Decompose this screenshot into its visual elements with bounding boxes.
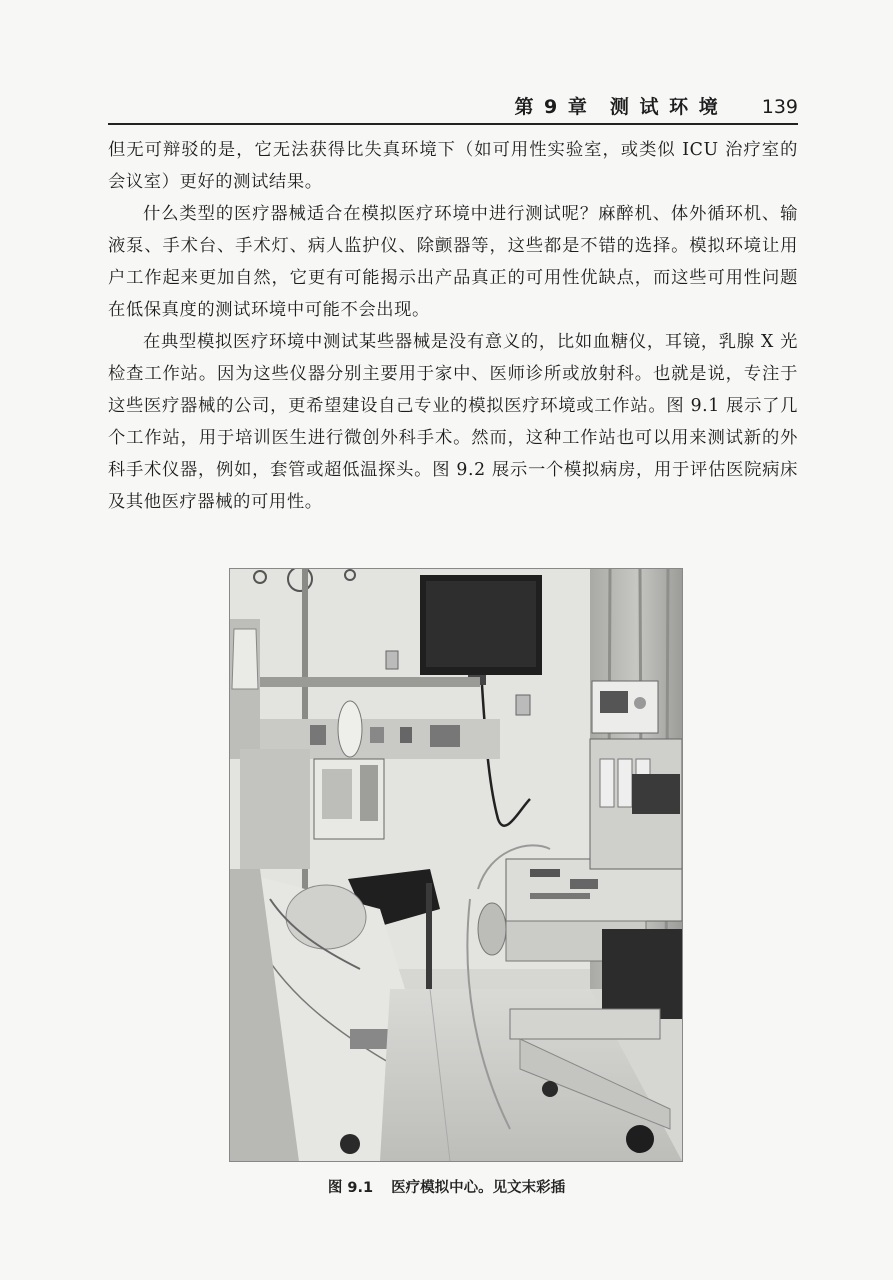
running-header	[514, 92, 798, 119]
paragraph: 但无可辩驳的是，它无法获得比失真环境下（如可用性实验室，或类似 ICU 治疗室的会议室）更好的测试结果。	[108, 140, 798, 192]
paragraph: 什么类型的医疗器械适合在模拟医疗环境中进行测试呢？麻醉机、体外循环机、输液泵、手术台、手术灯、病人监护仪、除颤器等，这些都是不错的选择。模拟环境让用户工作起来更加自然，它更有可能揭示出产品真正的可用性优缺点，而这些可用性问题在低保真度的测试环境中可能不会出现。	[108, 204, 798, 320]
figure-photo	[229, 568, 683, 1162]
paragraph: 在典型模拟医疗环境中测试某些器械是没有意义的，比如血糖仪，耳镜，乳腺 X 光检查工作站。因为这些仪器分别主要用于家中、医师诊所或放射科。也就是说，专注于这些医疗器械的公司，更希望建设自己专业的模拟医疗环境或工作站。图 9.1 展示了几个工作站，用于培训医生进行微创外科手术。然而，这种工作站也可以用来测试新的外科手术仪器，例如，套管或超低温探头。图 9.2 展示一个模拟病房，用于评估医院病床及其他医疗器械的可用性。	[108, 332, 798, 512]
figure-number: 图 9.1	[327, 1180, 374, 1196]
body-text	[108, 134, 798, 518]
page-number: 139	[761, 96, 798, 118]
figure-caption-text: 医疗模拟中心。见文末彩插	[391, 1180, 566, 1196]
chapter-title: 第 9 章 测 试 环 境	[514, 96, 720, 118]
figure-caption	[0, 1176, 893, 1197]
header-rule	[108, 123, 798, 125]
simulation-room-photo	[230, 569, 682, 1161]
